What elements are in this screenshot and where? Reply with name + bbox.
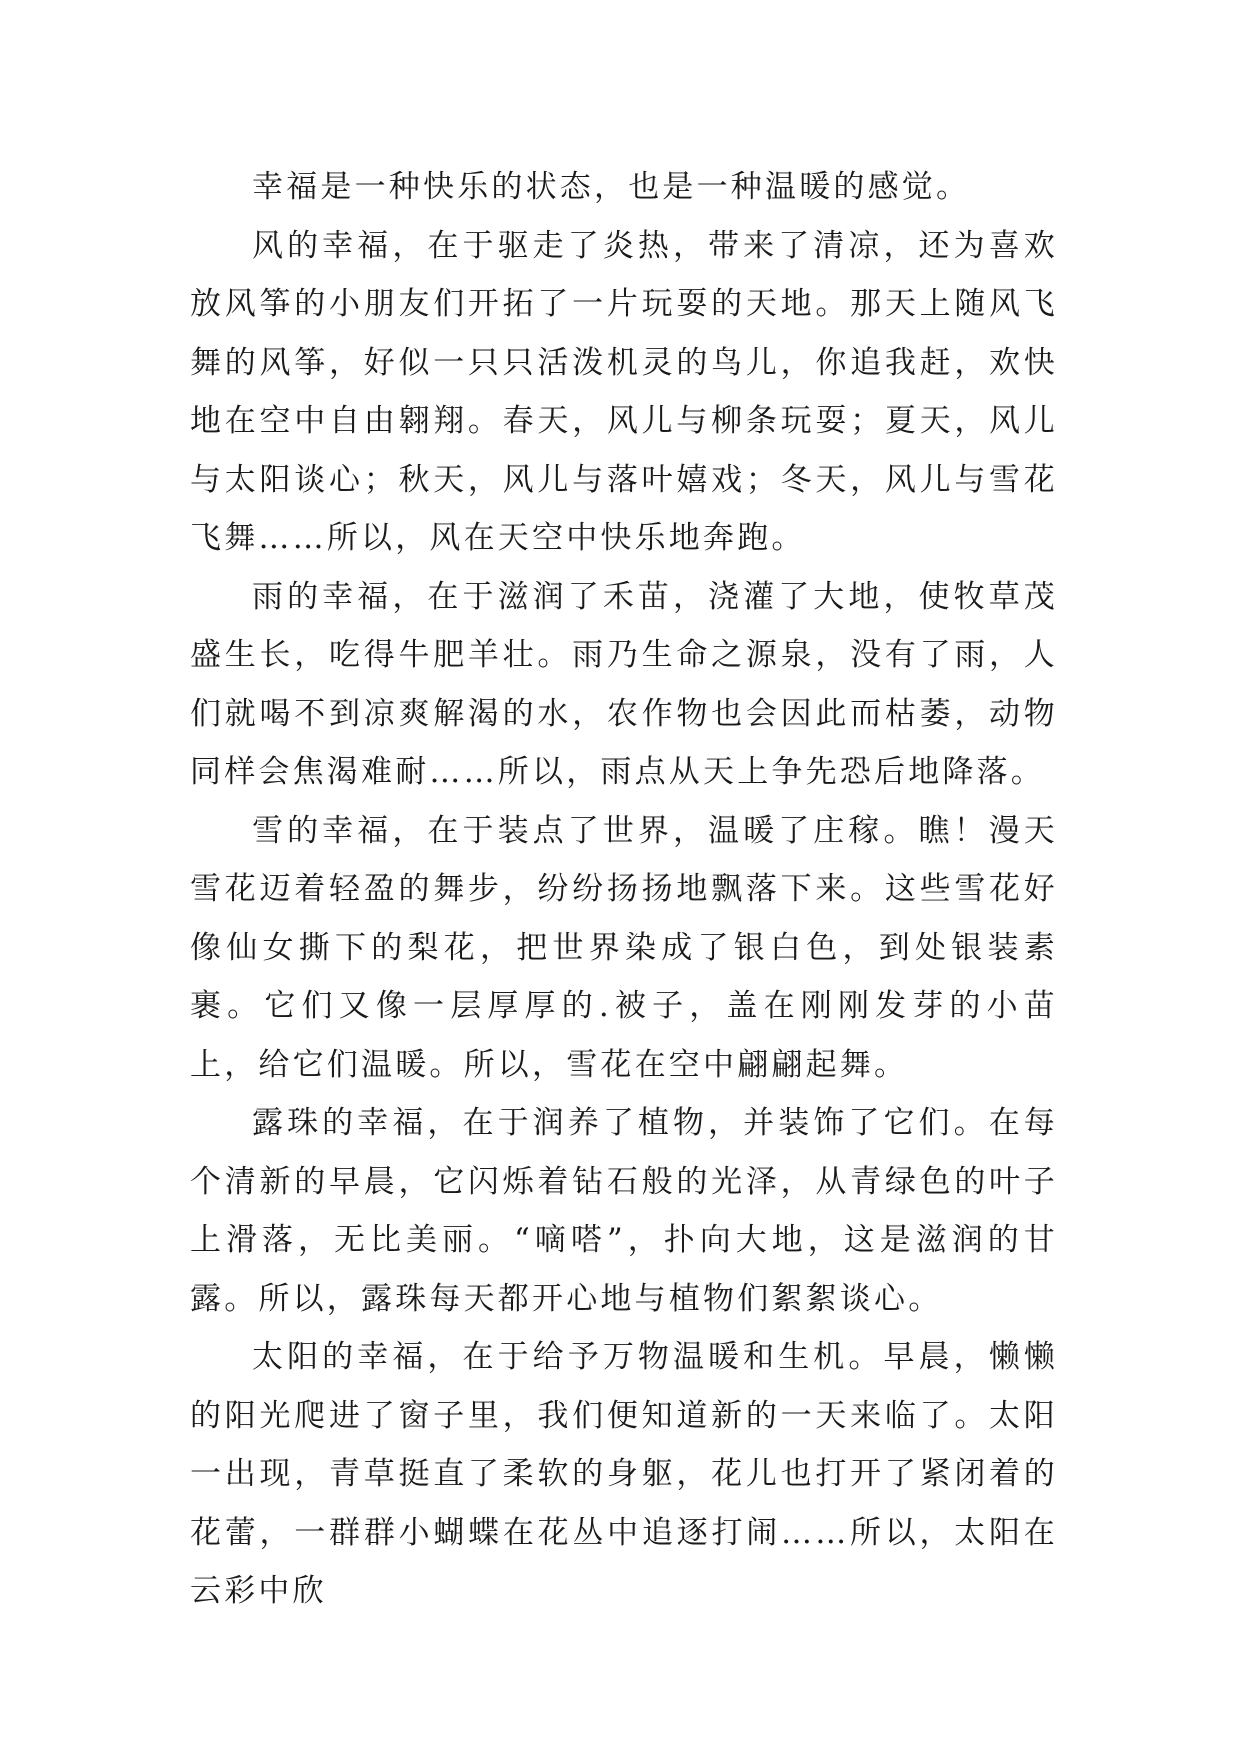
paragraph-sun: 太阳的幸福，在于给予万物温暖和生机。早晨，懒懒的阳光爬进了窗子里，我们便知道新的一天来临了。太阳一出现，青草挺直了柔软的身躯，花儿也打开了紧闭着的花蕾，一群群小蝴蝶在花丛中追逐打闹……所以，太阳在云彩中欣 (190, 1339, 1058, 1609)
paragraph-snow: 雪的幸福，在于装点了世界，温暖了庄稼。瞧！漫天雪花迈着轻盈的舞步，纷纷扬扬地飘落下来。这些雪花好像仙女撕下的梨花，把世界染成了银白色，到处银装素裹。它们又像一层厚厚的.被子，盖在刚刚发芽的小苗上，给它们温暖。所以，雪花在空中翩翩起舞。 (190, 812, 1058, 1083)
paragraph-wind: 风的幸福，在于驱走了炎热，带来了清凉，还为喜欢放风筝的小朋友们开拓了一片玩耍的天地。那天上随风飞舞的风筝，好似一只只活泼机灵的鸟儿，你追我赶，欢快地在空中自由翱翔。春天，风儿与柳条玩耍；夏天，风儿与太阳谈心；秋天，风儿与落叶嬉戏；冬天，风儿与雪花飞舞……所以，风在天空中快乐地奔跑。 (190, 227, 1058, 556)
body-text (190, 158, 1058, 1621)
paragraph-intro: 幸福是一种快乐的状态，也是一种温暖的感觉。 (252, 169, 971, 205)
paragraph-dew: 露珠的幸福，在于润养了植物，并装饰了它们。在每个清新的早晨，它闪烁着钻石般的光泽，从青绿色的叶子上滑落，无比美丽。“嘀嗒”，扑向大地，这是滋润的甘露。所以，露珠每天都开心地与植物们絮絮谈心。 (190, 1105, 1058, 1317)
paragraph-rain: 雨的幸福，在于滋润了禾苗，浇灌了大地，使牧草茂盛生长，吃得牛肥羊壮。雨乃生命之源泉，没有了雨，人们就喝不到凉爽解渴的水，农作物也会因此而枯萎，动物同样会焦渴难耐……所以，雨点从天上争先恐后地降落。 (190, 578, 1058, 790)
